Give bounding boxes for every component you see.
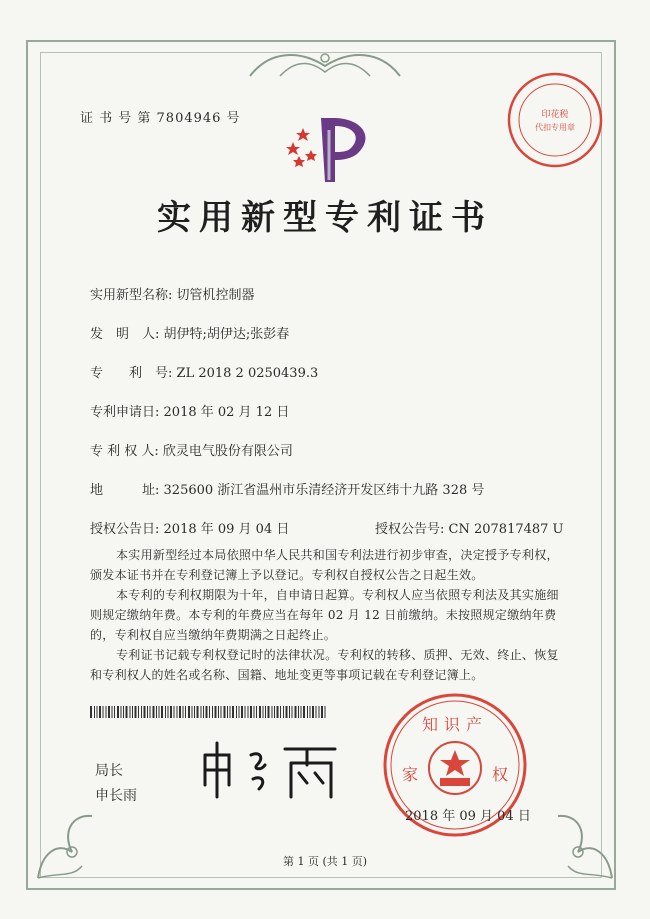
row-grant-number — [375, 518, 564, 537]
field-label: 授权公告日: — [90, 522, 160, 537]
field-value: CN 207817487 U — [448, 522, 564, 537]
field-value: 2018 年 02 月 12 日 — [163, 405, 290, 420]
field-label: 专 利 号: — [90, 366, 173, 381]
row-patentee — [90, 440, 293, 459]
field-value: 切管机控制器 — [176, 288, 255, 303]
barcode — [90, 706, 330, 718]
corner-ornament-right — [548, 792, 618, 884]
field-label: 发 明 人: — [90, 327, 160, 342]
row-utility-name — [90, 284, 255, 303]
paragraph-grant: 本实用新型经过本局依照中华人民共和国专利法进行初步审查，决定授予专利权，颁发本证书并在专利登记簿上予以登记。专利权自授权公告之日起生效。 — [90, 548, 559, 582]
field-value: 欣灵电气股份有限公司 — [162, 444, 293, 459]
signature — [195, 735, 345, 805]
field-value: 胡伊特;胡伊达;张彭春 — [163, 327, 290, 342]
row-patent-number — [90, 362, 318, 381]
svg-text:代扣专用章: 代扣专用章 — [535, 123, 575, 132]
corner-ornament-left — [32, 792, 102, 884]
row-address — [90, 479, 484, 498]
field-value: ZL 2018 2 0250439.3 — [176, 366, 319, 381]
row-grant-date — [90, 518, 289, 537]
svg-text:权: 权 — [492, 765, 509, 784]
seal-date: 2018 年 09 月 04 日 — [405, 809, 531, 824]
cnipa-logo-icon — [285, 110, 380, 185]
row-filing-date — [90, 401, 289, 420]
svg-text:家: 家 — [402, 765, 419, 784]
director-title: 局长 — [95, 763, 123, 779]
field-label: 授权公告号: — [375, 522, 445, 537]
field-label: 地 址: — [90, 483, 160, 498]
paragraph-term: 本专利的专利权期限为十年，自申请日起算。专利权人应当依照专利法及其实施细则规定缴纳年费。本专利的年费应当在每年 02 月 12 日前缴纳。未按照规定缴纳年费的，专利权自应当缴纳年费期满之日起终止。 — [90, 588, 559, 642]
tax-stamp — [505, 70, 605, 170]
director-name: 申长雨 — [95, 788, 137, 804]
field-value: 2018 年 09 月 04 日 — [163, 522, 290, 537]
field-value: 325600 浙江省温州市乐清经济开发区纬十九路 328 号 — [163, 483, 485, 498]
svg-text:知识产: 知识产 — [421, 715, 489, 734]
page-number: 第 1 页 (共 1 页) — [282, 855, 368, 868]
field-label: 专利申请日: — [90, 405, 160, 420]
field-label: 专 利 权 人: — [90, 444, 159, 459]
page-title: 实用新型专利证书 — [157, 198, 493, 238]
paragraph-legal-status: 专利证书记载专利权登记时的法律状况。专利权的转移、质押、无效、终止、恢复和专利权人的姓名或名称、国籍、地址变更等事项记载在专利登记簿上。 — [90, 648, 559, 682]
svg-text:印花税: 印花税 — [541, 110, 569, 120]
certificate-number: 证 书 号 第 7804946 号 — [80, 111, 241, 126]
top-ornament — [240, 46, 410, 82]
field-label: 实用新型名称: — [90, 288, 173, 303]
row-inventor — [90, 323, 289, 342]
